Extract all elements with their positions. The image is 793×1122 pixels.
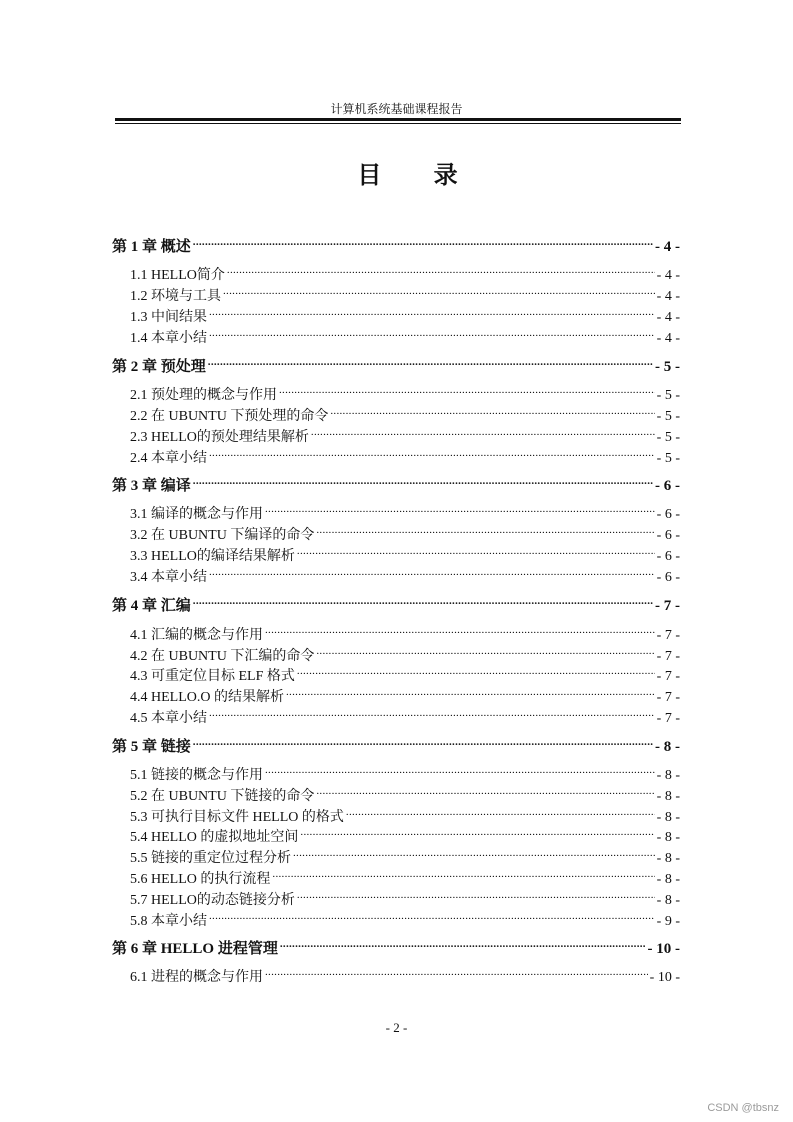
toc-entry-page: - 7 - — [656, 711, 680, 726]
toc-chapter-entry[interactable] — [112, 731, 680, 755]
toc-entry-page: - 6 - — [656, 528, 680, 543]
toc-entry-title: 5.5 链接的重定位过程分析 — [130, 851, 291, 866]
toc-dot-leader — [209, 905, 655, 925]
toc-dot-leader — [193, 470, 653, 490]
toc-entry-title: 5.1 链接的概念与作用 — [130, 768, 263, 783]
toc-entry-title: 2.1 预处理的概念与作用 — [130, 388, 277, 403]
toc-dot-leader — [280, 933, 646, 953]
toc-section-entry[interactable] — [130, 842, 680, 866]
toc-entry-title: 1.2 环境与工具 — [130, 289, 221, 304]
toc-entry-page: - 5 - — [656, 451, 680, 466]
toc-entry-page: - 6 - — [656, 570, 680, 585]
toc-entry-title: 第 5 章 链接 — [112, 739, 191, 755]
toc-dot-leader — [316, 640, 654, 660]
toc-entry-title: 5.6 HELLO 的执行流程 — [130, 872, 271, 887]
toc-entry-page: - 4 - — [656, 289, 680, 304]
toc-entry-title: 4.2 在 UBUNTU 下汇编的命令 — [130, 649, 315, 664]
toc-section-entry[interactable] — [130, 379, 680, 403]
toc-entry-page: - 7 - — [656, 690, 680, 705]
toc-section-entry[interactable] — [130, 301, 680, 325]
toc-entry-title: 3.1 编译的概念与作用 — [130, 507, 263, 522]
toc-entry-page: - 10 - — [647, 941, 680, 957]
toc-section-entry[interactable] — [130, 640, 680, 664]
toc-entry-page: - 8 - — [656, 830, 680, 845]
toc-section-entry[interactable] — [130, 801, 680, 825]
watermark: CSDN @tbsnz — [707, 1102, 779, 1114]
toc-entry-page: - 8 - — [655, 739, 680, 755]
toc-section-entry[interactable] — [130, 884, 680, 908]
toc-section-entry[interactable] — [130, 905, 680, 929]
toc-entry-title: 4.5 本章小结 — [130, 711, 207, 726]
toc-dot-leader — [346, 801, 655, 821]
toc-section-entry[interactable] — [130, 702, 680, 726]
toc-dot-leader — [227, 259, 655, 279]
toc-entry-page: - 6 - — [656, 507, 680, 522]
page-heading: 目 录 — [357, 161, 480, 189]
toc-dot-leader — [272, 863, 654, 883]
toc-dot-leader — [209, 561, 655, 581]
toc-dot-leader — [209, 702, 655, 722]
toc-entry-title: 5.4 HELLO 的虚拟地址空间 — [130, 830, 299, 845]
toc-entry-title: 4.4 HELLO.O 的结果解析 — [130, 690, 284, 705]
page-number: - 2 - — [385, 1020, 408, 1035]
toc-section-entry[interactable] — [130, 421, 680, 445]
toc-entry-title: 5.2 在 UBUNTU 下链接的命令 — [130, 789, 315, 804]
toc-entry-page: - 8 - — [656, 872, 680, 887]
toc-dot-leader — [279, 379, 655, 399]
toc-entry-title: 5.8 本章小结 — [130, 914, 207, 929]
toc-entry-page: - 6 - — [656, 549, 680, 564]
toc-entry-title: 第 4 章 汇编 — [112, 598, 191, 614]
toc-section-entry[interactable] — [130, 660, 680, 684]
toc-dot-leader — [297, 540, 655, 560]
toc-dot-leader — [209, 301, 655, 321]
toc-dot-leader — [193, 731, 653, 751]
toc-entry-page: - 9 - — [656, 914, 680, 929]
toc-entry-page: - 8 - — [656, 851, 680, 866]
toc-entry-page: - 7 - — [656, 628, 680, 643]
toc-dot-leader — [223, 280, 655, 300]
toc-entry-title: 第 6 章 HELLO 进程管理 — [112, 941, 278, 957]
toc-section-entry[interactable] — [130, 322, 680, 346]
toc-entry-title: 5.3 可执行目标文件 HELLO 的格式 — [130, 810, 344, 825]
toc-dot-leader — [286, 681, 655, 701]
toc-dot-leader — [293, 842, 655, 862]
toc-entry-page: - 8 - — [656, 893, 680, 908]
toc-entry-title: 3.4 本章小结 — [130, 570, 207, 585]
toc-section-entry[interactable] — [130, 400, 680, 424]
toc-dot-leader — [209, 442, 655, 462]
toc-section-entry[interactable] — [130, 442, 680, 466]
toc-entry-title: 4.3 可重定位目标 ELF 格式 — [130, 669, 295, 684]
toc-entry-page: - 7 - — [655, 598, 680, 614]
toc-section-entry[interactable] — [130, 961, 680, 985]
toc-section-entry[interactable] — [130, 619, 680, 643]
toc-entry-title: 3.3 HELLO的编译结果解析 — [130, 549, 295, 564]
toc-entry-page: - 5 - — [655, 359, 680, 375]
toc-chapter-entry[interactable] — [112, 933, 680, 957]
toc-entry-page: - 8 - — [656, 768, 680, 783]
toc-entry-title: 1.4 本章小结 — [130, 331, 207, 346]
toc-chapter-entry[interactable] — [112, 590, 680, 614]
toc-entry-page: - 4 - — [656, 310, 680, 325]
toc-dot-leader — [265, 619, 655, 639]
toc-dot-leader — [311, 421, 655, 441]
toc-entry-page: - 5 - — [656, 430, 680, 445]
toc-entry-page: - 10 - — [649, 970, 680, 985]
toc-entry-page: - 4 - — [656, 331, 680, 346]
toc-entry-title: 4.1 汇编的概念与作用 — [130, 628, 263, 643]
toc-entry-title: 2.3 HELLO的预处理结果解析 — [130, 430, 309, 445]
toc-chapter-entry[interactable] — [112, 470, 680, 494]
toc-entry-title: 3.2 在 UBUNTU 下编译的命令 — [130, 528, 315, 543]
report-header-title: 计算机系统基础课程报告 — [330, 102, 463, 116]
toc-entry-title: 6.1 进程的概念与作用 — [130, 970, 263, 985]
toc-entry-title: 1.3 中间结果 — [130, 310, 207, 325]
toc-dot-leader — [265, 961, 648, 981]
toc-dot-leader — [265, 759, 655, 779]
toc-section-entry[interactable] — [130, 759, 680, 783]
toc-dot-leader — [193, 231, 653, 251]
toc-dot-leader — [297, 660, 655, 680]
toc-entry-title: 第 1 章 概述 — [112, 239, 191, 255]
toc-entry-page: - 8 - — [656, 810, 680, 825]
toc-entry-title: 1.1 HELLO简介 — [130, 268, 225, 283]
toc-dot-leader — [208, 351, 653, 371]
toc-entry-page: - 7 - — [656, 649, 680, 664]
toc-section-entry[interactable] — [130, 863, 680, 887]
toc-entry-title: 2.2 在 UBUNTU 下预处理的命令 — [130, 409, 329, 424]
toc-section-entry[interactable] — [130, 280, 680, 304]
toc-section-entry[interactable] — [130, 259, 680, 283]
toc-chapter-entry[interactable] — [112, 231, 680, 255]
toc-entry-title: 第 3 章 编译 — [112, 478, 191, 494]
toc-entry-page: - 7 - — [656, 669, 680, 684]
toc-entry-page: - 5 - — [656, 409, 680, 424]
toc-dot-leader — [316, 780, 654, 800]
toc-section-entry[interactable] — [130, 498, 680, 522]
toc-entry-page: - 4 - — [655, 239, 680, 255]
toc-dot-leader — [316, 519, 654, 539]
toc-dot-leader — [330, 400, 654, 420]
toc-dot-leader — [265, 498, 655, 518]
toc-entry-page: - 4 - — [656, 268, 680, 283]
toc-dot-leader — [193, 590, 653, 610]
toc-section-entry[interactable] — [130, 780, 680, 804]
toc-section-entry[interactable] — [130, 561, 680, 585]
toc-entry-page: - 5 - — [656, 388, 680, 403]
toc-section-entry[interactable] — [130, 821, 680, 845]
toc-section-entry[interactable] — [130, 540, 680, 564]
toc-section-entry[interactable] — [130, 681, 680, 705]
toc-dot-leader — [209, 322, 655, 342]
toc-section-entry[interactable] — [130, 519, 680, 543]
toc-entry-page: - 8 - — [656, 789, 680, 804]
toc-dot-leader — [297, 884, 655, 904]
toc-chapter-entry[interactable] — [112, 351, 680, 375]
toc-dot-leader — [300, 821, 654, 841]
toc-entry-title: 5.7 HELLO的动态链接分析 — [130, 893, 295, 908]
toc-entry-title: 第 2 章 预处理 — [112, 359, 206, 375]
toc-entry-title: 2.4 本章小结 — [130, 451, 207, 466]
toc-entry-page: - 6 - — [655, 478, 680, 494]
